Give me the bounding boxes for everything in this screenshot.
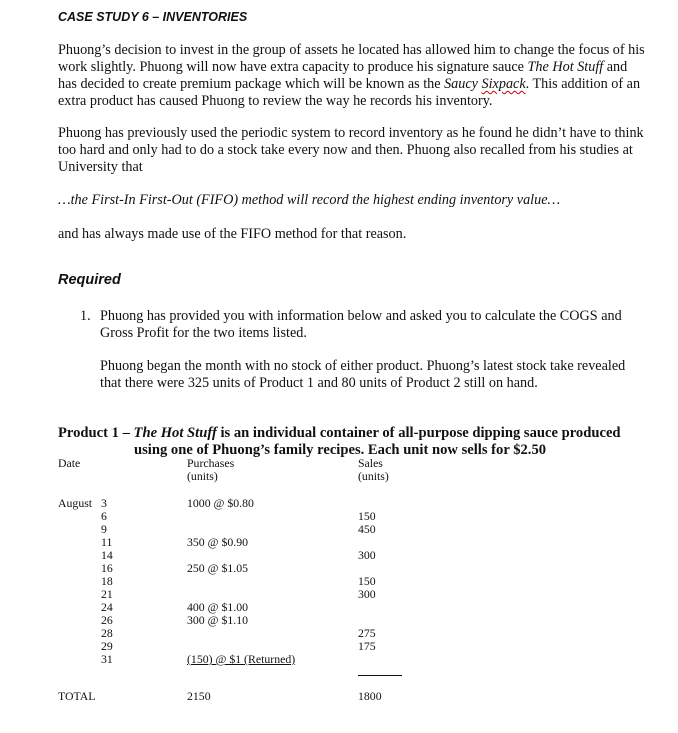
day-cell: 28 [101, 626, 113, 640]
sale-cell: 300 [358, 548, 376, 562]
sale-cell: 300 [358, 587, 376, 601]
purchase-cell: 1000 @ $0.80 [187, 496, 254, 510]
total-label: TOTAL [58, 689, 96, 703]
purchase-cell: 300 @ $1.10 [187, 613, 249, 627]
fifo-quote: …the First-In First-Out (FIFO) method will record the highest ending inventory value… [58, 192, 561, 208]
day-cell: 21 [101, 587, 113, 601]
day-cell: 6 [101, 509, 107, 523]
intro-paragraph-3: and has always made use of the FIFO method for that reason. [58, 226, 407, 242]
sale-cell: 450 [358, 522, 376, 536]
sales-total-rule [358, 675, 402, 676]
product-1-name: The Hot Stuff [133, 425, 217, 441]
purchase-cell [187, 510, 295, 523]
sale-cell: 150 [358, 509, 376, 523]
question-number: 1. [80, 308, 91, 324]
total-purchases: 2150 [187, 689, 211, 703]
intro-paragraph-1: Phuong’s decision to invest in the group of assets he located has allowed him to change the focus of his work slightly. Phuong will now have extra capacity to produce his signature sauce The Hot Stuff and has decided to create premium package which will be known as the Saucy Sixpack. This addition of an extra product has caused Phuong to review the way he records his inventory. [58, 42, 645, 109]
required-heading: Required [58, 272, 121, 288]
sales-column [358, 497, 376, 666]
day-cell: 18 [101, 574, 113, 588]
column-header-sales: Sales (units) [358, 456, 389, 483]
purchase-cell: 400 @ $1.00 [187, 600, 249, 614]
spellcheck-underline: Sixpack [481, 76, 526, 92]
day-cell: 26 [101, 613, 113, 627]
month-label: August [58, 496, 93, 510]
day-cell: 31 [101, 652, 113, 666]
purchases-column [187, 497, 295, 666]
product-name-saucy-sixpack: Saucy Sixpack [444, 76, 526, 92]
sale-cell [358, 601, 376, 614]
sale-cell: 150 [358, 574, 376, 588]
day-cell: 16 [101, 561, 113, 575]
purchase-cell: 350 @ $0.90 [187, 535, 249, 549]
product-name-hot-stuff: The Hot Stuff [527, 59, 604, 75]
day-cell: 3 [101, 496, 107, 510]
day-cell: 9 [101, 522, 107, 536]
purchase-cell: 250 @ $1.05 [187, 561, 249, 575]
day-cell: 29 [101, 639, 113, 653]
question-text: Phuong has provided you with information below and asked you to calculate the COGS and Gross Profit for the two items listed. [100, 308, 622, 341]
question-note: Phuong began the month with no stock of either product. Phuong’s latest stock take revealed that there were 325 units of Product 1 and 80 units of Product 2 still on hand. [100, 358, 626, 391]
sale-cell [358, 653, 376, 666]
intro-paragraph-2: Phuong has previously used the periodic system to record inventory as he found he didn’t have to think too hard and only had to do a stock take every now and then. Phuong also recalled from his studies at University that [58, 125, 644, 175]
day-cell: 11 [101, 535, 113, 549]
total-sales: 1800 [358, 689, 382, 703]
sale-cell: 175 [358, 639, 376, 653]
purchase-cell [187, 627, 295, 640]
product-1-heading: Product 1 – The Hot Stuff is an individual container of all-purpose dipping sauce produced using one of Phuong’s family recipes. Each unit now sells for $2.50 [58, 425, 621, 458]
sale-cell: 275 [358, 626, 376, 640]
purchase-cell [187, 575, 295, 588]
column-header-date: Date [58, 456, 81, 470]
column-header-purchases: Purchases (units) [187, 456, 235, 483]
day-cell: 14 [101, 548, 113, 562]
case-study-title: CASE STUDY 6 – INVENTORIES [58, 10, 248, 24]
purchase-cell-returned: (150) @ $1 (Returned) [187, 652, 296, 666]
day-cell: 24 [101, 600, 113, 614]
day-column [101, 497, 113, 666]
